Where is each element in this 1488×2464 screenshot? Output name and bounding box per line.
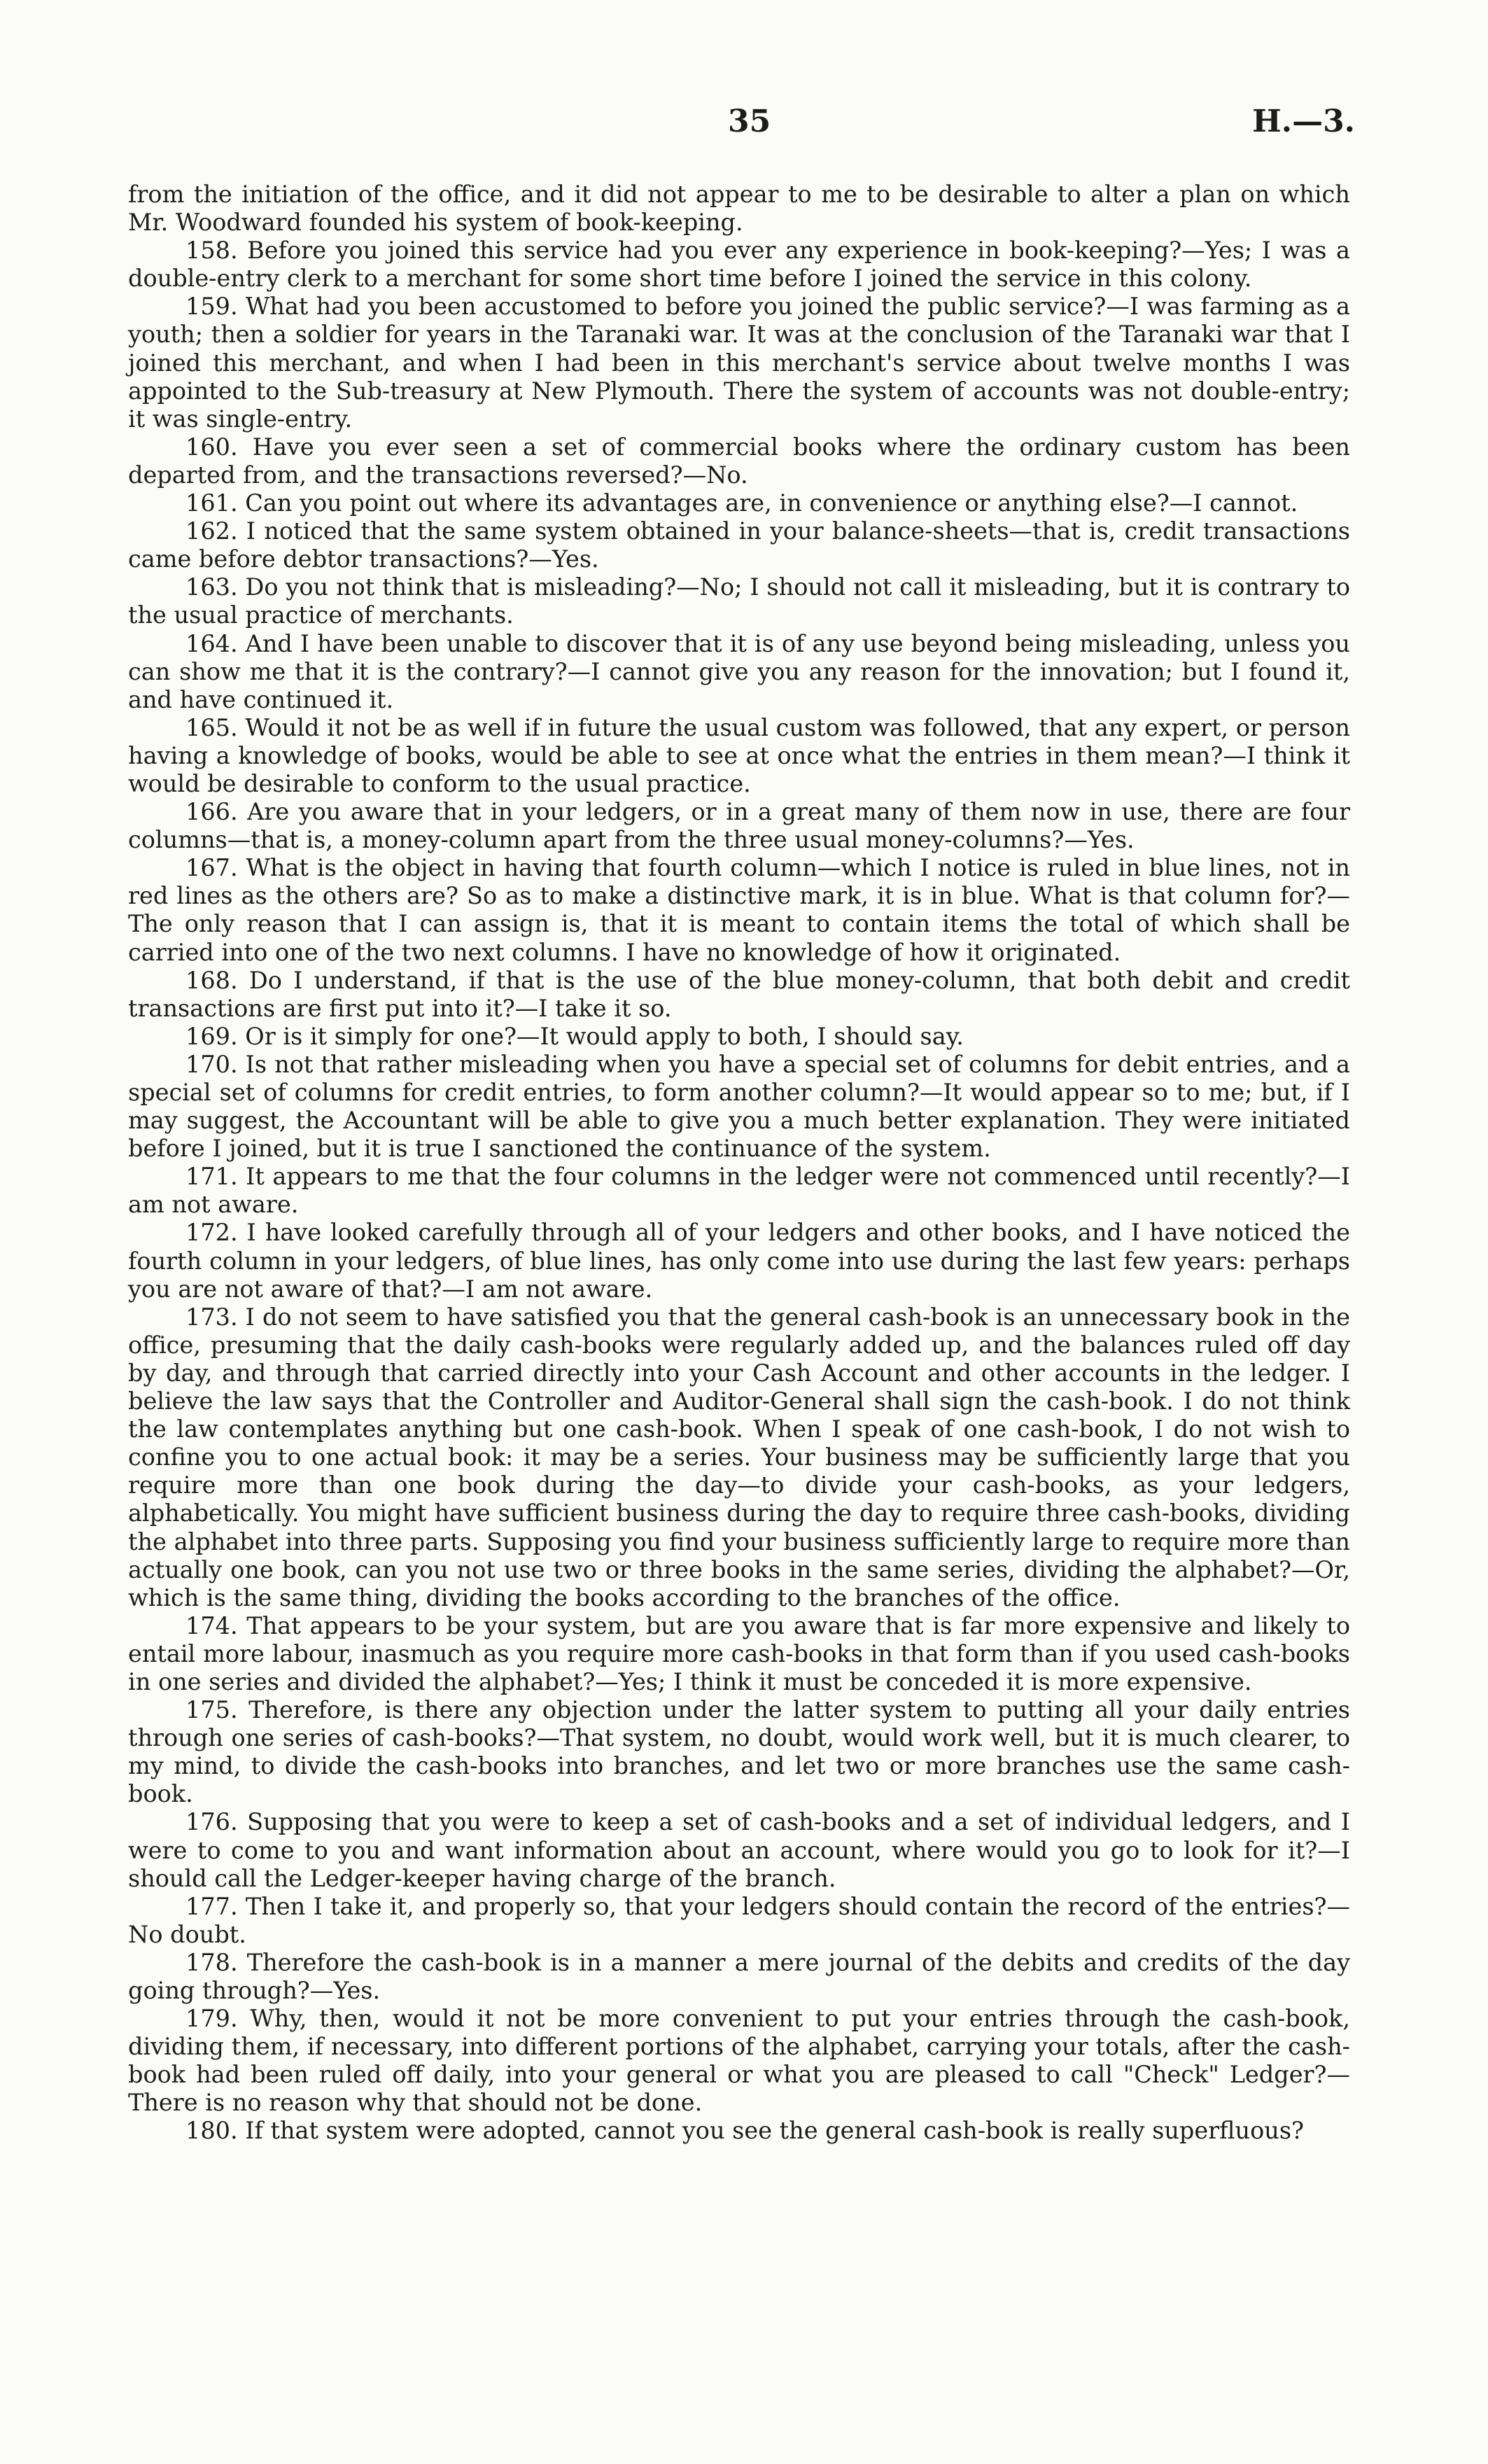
page-header (0, 104, 1488, 153)
question-173: 173. I do not seem to have satisfied you that the general cash-book is an unnecessary book in the office, presuming that the daily cash-books were regularly added up, and the balances ruled off day by day, and through that carried directly into your Cash Account and other accounts in the ledger. I believe the law says that the Controller and Auditor-General shall sign the cash-book. I do not think the law contemplates anything but one cash-book. When I speak of one cash-book, I do not wish to confine you to one actual book: it may be a series. Your business may be sufficiently large that you require more than one book during the day—to divide your cash-books, as your ledgers, alphabetically. You might have sufficient business during the day to require three cash-books, dividing the alphabet into three parts. Supposing you find your business sufficiently large to require more than actually one book, can you not use two or three books in the same series, dividing the alphabet?—Or, which is the same thing, dividing the books according to the branches of the office. (128, 1303, 1350, 1611)
question-177: 177. Then I take it, and properly so, that your ledgers should contain the record of the entries?—No doubt. (128, 1892, 1350, 1948)
question-179: 179. Why, then, would it not be more convenient to put your entries through the cash-book, dividing them, if necessary, into different portions of the alphabet, carrying your totals, after the cash-book had been ruled off daily, into your general or what you are pleased to call "Check" Ledger?—There is no reason why that should not be done. (128, 2005, 1350, 2117)
question-170: 170. Is not that rather misleading when you have a special set of columns for debit entries, and a special set of columns for credit entries, to form another column?—It would appear so to me; but, if I may suggest, the Accountant will be able to give you a much better explanation. They were initiated before I joined, but it is true I sanctioned the continuance of the system. (128, 1050, 1350, 1163)
question-162: 162. I noticed that the same system obtained in your balance-sheets—that is, credit transactions came before debtor transactions?—Yes. (128, 517, 1350, 573)
question-168: 168. Do I understand, if that is the use of the blue money-column, that both debit and credit transactions are first put into it?—I take it so. (128, 966, 1350, 1022)
question-163: 163. Do you not think that is misleading?—No; I should not call it misleading, but it is contrary to the usual practice of merchants. (128, 573, 1350, 629)
question-164: 164. And I have been unable to discover that it is of any use beyond being misleading, unless you can show me that it is the contrary?—I cannot give you any reason for the innovation; but I found it, and have continued it. (128, 629, 1350, 713)
page-number: 35 (728, 104, 771, 139)
question-159: 159. What had you been accustomed to before you joined the public service?—I was farming as a youth; then a soldier for years in the Taranaki war. It was at the conclusion of the Taranaki war that I joined this merchant, and when I had been in this merchant's service about twelve months I was appointed to the Sub-treasury at New Plymouth. There the system of accounts was not double-entry; it was single-entry. (128, 293, 1350, 433)
question-161: 161. Can you point out where its advantages are, in convenience or anything else?—I cannot. (185, 489, 1298, 517)
body-text (128, 181, 1350, 2146)
question-176: 176. Supposing that you were to keep a set of cash-books and a set of individual ledgers, and I were to come to you and want information about an account, where would you go to look for it?—I should call the Ledger-keeper having charge of the branch. (128, 1808, 1350, 1892)
question-169: 169. Or is it simply for one?—It would apply to both, I should say. (185, 1022, 964, 1050)
question-180: 180. If that system were adopted, cannot you see the general cash-book is really superfluous? (185, 2117, 1304, 2145)
paragraph-continuation: from the initiation of the office, and it did not appear to me to be desirable to alter a plan on which Mr. Woodward founded his system of book-keeping. (128, 181, 1350, 237)
question-175: 175. Therefore, is there any objection under the latter system to putting all your daily entries through one series of cash-books?—That system, no doubt, would work well, but it is much clearer, to my mind, to divide the cash-books into branches, and let two or more branches use the same cash-book. (128, 1696, 1350, 1808)
question-172: 172. I have looked carefully through all of your ledgers and other books, and I have noticed the fourth column in your ledgers, of blue lines, has only come into use during the last few years: perhaps you are not aware of that?—I am not aware. (128, 1219, 1350, 1303)
question-160: 160. Have you ever seen a set of commercial books where the ordinary custom has been departed from, and the transactions reversed?—No. (128, 433, 1350, 489)
question-167: 167. What is the object in having that fourth column—which I notice is ruled in blue lines, not in red lines as the others are? So as to make a distinctive mark, it is in blue. What is that column for?—The only reason that I can assign is, that it is meant to contain items the total of which shall be carried into one of the two next columns. I have no knowledge of how it originated. (128, 854, 1350, 966)
question-174: 174. That appears to be your system, but are you aware that is far more expensive and likely to entail more labour, inasmuch as you require more cash-books in that form than if you used cash-books in one series and divided the alphabet?—Yes; I think it must be conceded it is more expensive. (128, 1611, 1350, 1695)
question-166: 166. Are you aware that in your ledgers, or in a great many of them now in use, there are four columns—that is, a money-column apart from the three usual money-columns?—Yes. (128, 798, 1350, 854)
document-reference: H.—3. (1252, 104, 1355, 139)
question-158: 158. Before you joined this service had you ever any experience in book-keeping?—Yes; I was a double-entry clerk to a merchant for some short time before I joined the service in this colony. (128, 237, 1350, 293)
question-171: 171. It appears to me that the four columns in the ledger were not commenced until recently?—I am not aware. (128, 1163, 1350, 1219)
question-178: 178. Therefore the cash-book is in a manner a mere journal of the debits and credits of the day going through?—Yes. (128, 1948, 1350, 2004)
question-165: 165. Would it not be as well if in future the usual custom was followed, that any expert, or person having a knowledge of books, would be able to see at once what the entries in them mean?—I think it would be desirable to conform to the usual practice. (128, 713, 1350, 797)
